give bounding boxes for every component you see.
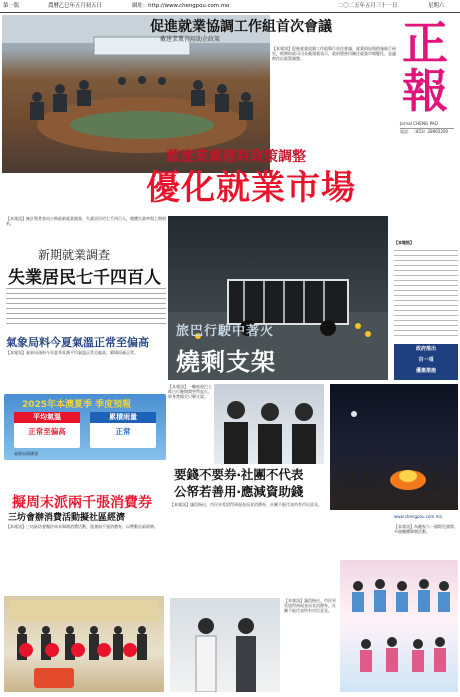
interview-photo — [170, 598, 280, 692]
logo-char-1: 正 — [402, 16, 448, 70]
legislators-photo — [214, 384, 324, 464]
masthead-logo — [398, 15, 458, 165]
masthead-contact: 電話：（853）28965200 — [400, 129, 448, 134]
weekday: 星期六 — [428, 3, 445, 9]
bottom-right-text: 【本報訊】為慶祝六一國際兒童節，多個團體舉辦活動。 — [394, 524, 458, 535]
masthead-strip — [0, 0, 460, 13]
top-story-text: 【本報訊】促進就業協調工作組舉行首次會議，就業情況與措施進行研究，經濟財政司司長戴建業表示，政府將密切關注就業市場變化，並適時作出政策調整。 — [272, 46, 396, 62]
consumption-headline: 擬周末派兩千張消費券 — [12, 495, 152, 511]
forecast-item-rain — [90, 412, 156, 448]
forecast-title: 2025年本澳夏季 季度預報 — [22, 400, 132, 410]
website-url[interactable]: 網址：http://www.chengpou.com.mo — [132, 3, 230, 9]
forecast-rain-value: 正常 — [115, 427, 131, 436]
top-subhead: 戴建業冀善用助企政策 — [160, 36, 221, 43]
interview-caption: 【本報訊】議員指出，市民更希望得到現金而非消費券，社團不能代表所有市民意見。 — [284, 598, 336, 614]
issue-date: 二〇二五年五月三十一日 — [338, 3, 398, 9]
weather-lead-text: 【本報訊】氣象局預料今年夏季本澳平均氣溫正常至偏高，累積雨量正常。 — [6, 350, 138, 355]
banner-line-3: 優惠措施 — [415, 368, 436, 374]
top-headline: 促進就業協調工作組首次會議 — [150, 19, 332, 35]
forecast-rain-label: 累積雨量 — [90, 412, 156, 423]
fire-lead-text: 【本報訊】一輛旅遊巴士昨日行駛期間突然起火，車身焚燒至只剩支架。 — [168, 384, 212, 400]
main-headline-line2: 優化就業市場 — [146, 168, 356, 208]
employment-headline: 失業居民七千四百人 — [8, 268, 161, 288]
employment-lead-text: 【本報訊】統計暨普查局公佈最新就業調查，失業居民約七千四百人，總體失業率與上期相若。 — [6, 216, 166, 227]
forecast-temp-value: 正常至偏高 — [28, 427, 66, 436]
quote-headline-line2: 公帑若善用‧應減資助錢 — [174, 484, 304, 499]
night-fire-photo — [330, 384, 458, 510]
forecast-footnote: 氣象局預測表 — [14, 451, 38, 456]
logo-char-2: 報 — [402, 64, 448, 118]
page-label: 第一版 — [3, 3, 20, 9]
right-column-intro: 【本報訊】 — [394, 240, 414, 245]
forecast-temp-label: 平均氣溫 — [14, 412, 80, 423]
employment-kicker: 新期就業調查 — [38, 248, 111, 262]
main-headline-line1: 戴建業冀適時政策調整 — [166, 149, 306, 165]
children-event-photo — [340, 560, 458, 692]
logo-subtitle: Jornal CHENG PAO — [400, 121, 438, 126]
quote-headline-line1: 要錢不要券‧社團不代表 — [174, 467, 304, 482]
right-column-body — [394, 250, 458, 340]
fire-headline-line1: 旅巴行駛中著火 — [176, 324, 275, 339]
masthead-info — [400, 128, 454, 162]
consumption-subhead: 三坊會辦消費活動擬社區經濟 — [8, 513, 126, 523]
quote-lead-text: 【本報訊】議員指出，市民更希望得到現金而非消費券，社團不能代表所有市民意見。 — [170, 502, 322, 507]
right-banner — [394, 344, 458, 380]
weather-headline: 氣象局料今夏氣溫正常至偏高 — [6, 336, 149, 349]
consumption-event-photo — [4, 596, 164, 692]
employment-body — [6, 288, 166, 328]
right-website[interactable]: www.chengpou.com.mo — [394, 514, 442, 519]
lunar-date: 農曆乙巳年五月初五日 — [48, 3, 102, 9]
forecast-item-temp — [14, 412, 80, 448]
fire-headline-line2: 燒剩支架 — [176, 348, 276, 376]
banner-line-2: 百一項 — [418, 357, 434, 363]
weather-forecast-graphic — [4, 394, 166, 460]
banner-line-1: 政府推出 — [415, 346, 436, 352]
bus-fire-photo — [168, 216, 388, 380]
consumption-lead-text: 【本報訊】三坊區坊會擬於周末舉辦消費活動，派發兩千張消費券，以帶動社區經濟。 — [6, 524, 158, 529]
